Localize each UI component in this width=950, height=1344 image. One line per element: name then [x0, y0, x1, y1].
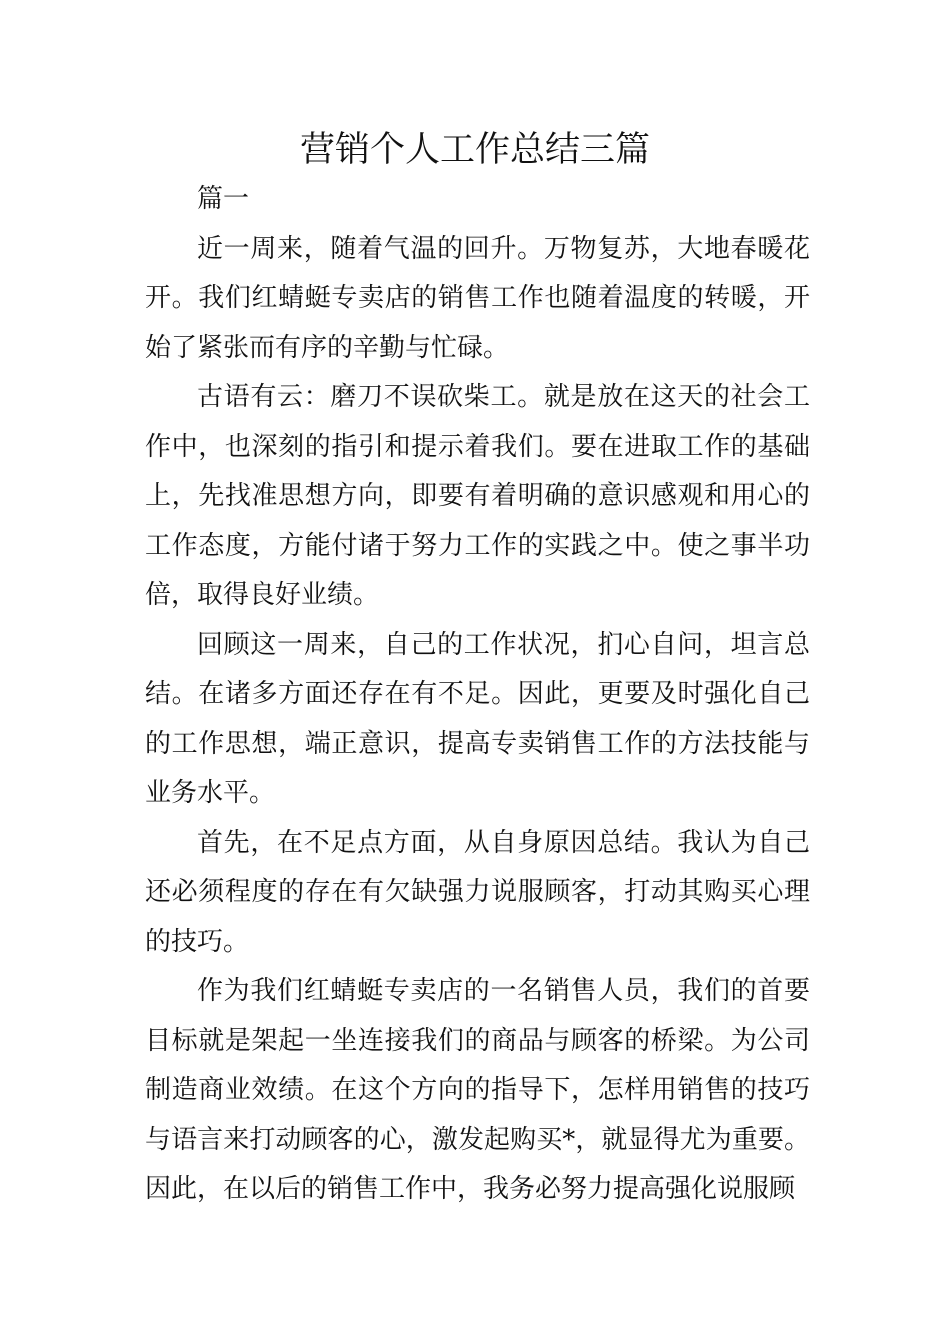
- paragraph-1: 近一周来，随着气温的回升。万物复苏，大地春暖花开。我们红蜻蜓专卖店的销售工作也随着温度的转暖，开始了紧张而有序的辛勤与忙碌。: [145, 233, 810, 363]
- document-title: 营销个人工作总结三篇: [299, 130, 650, 170]
- paragraph-4: 首先，在不足点方面，从自身原因总结。我认为自己还必须程度的存在有欠缺强力说服顾客，打动其购买心理的技巧。: [145, 827, 810, 957]
- paragraph-5: 作为我们红蜻蜓专卖店的一名销售人员，我们的首要目标就是架起一坐连接我们的商品与顾客的桥梁。为公司制造商业效绩。在这个方向的指导下，怎样用销售的技巧与语言来打动顾客的心，激发起购买*，就显得尤为重要。因此，在以后的销售工作中，我务必努力提高强化说服顾: [145, 976, 810, 1204]
- paragraph-3: 回顾这一周来，自己的工作状况，扪心自问，坦言总结。在诸多方面还存在有不足。因此，更要及时强化自己的工作思想，端正意识，提高专卖销售工作的方法技能与业务水平。: [145, 629, 810, 808]
- paragraph-2: 古语有云：磨刀不误砍柴工。就是放在这天的社会工作中，也深刻的指引和提示着我们。要在进取工作的基础上，先找准思想方向，即要有着明确的意识感观和用心的工作态度，方能付诸于努力工作的实践之中。使之事半功倍，取得良好业绩。: [145, 382, 810, 610]
- document-body: [145, 175, 810, 1215]
- section-label: 篇一: [197, 184, 250, 214]
